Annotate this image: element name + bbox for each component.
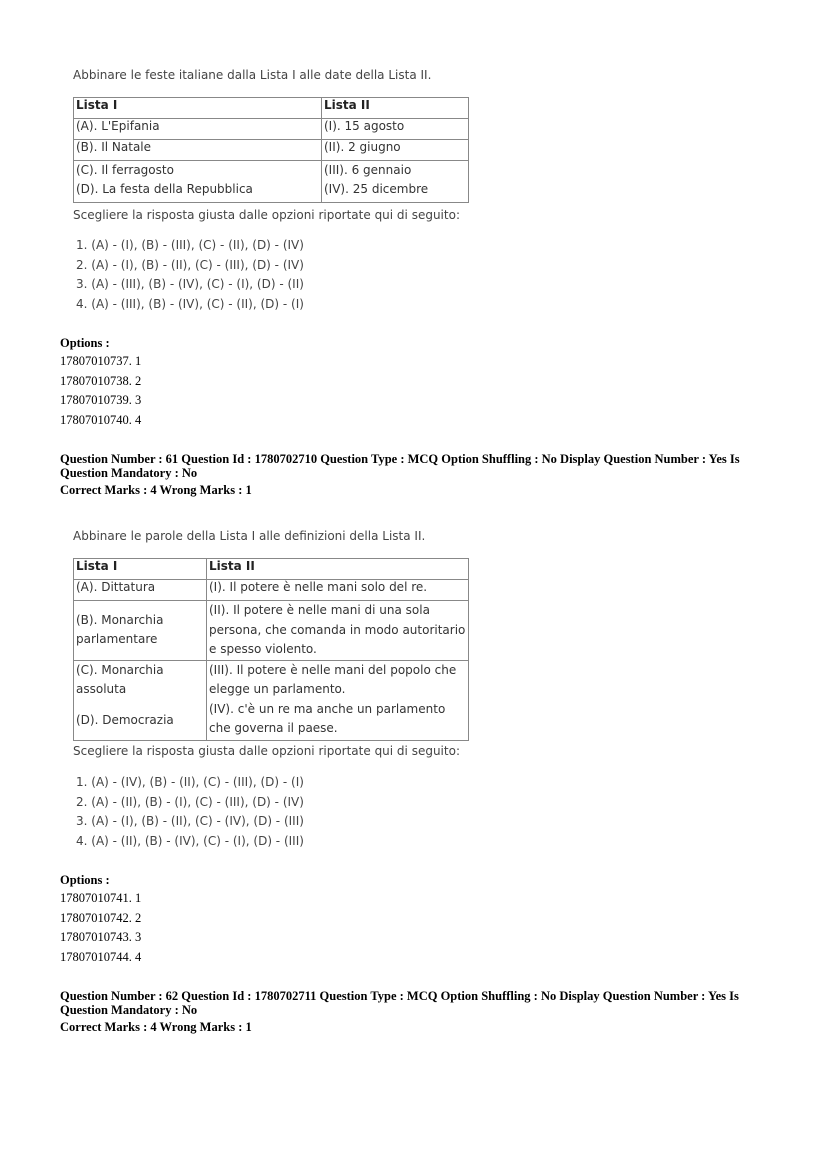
- q61-options-label: Options :: [60, 873, 110, 887]
- option-item[interactable]: 17807010743. 3: [60, 930, 142, 944]
- q61-meta: [60, 452, 760, 497]
- table-cell: (C). Il ferragosto: [76, 163, 174, 177]
- table-cell: (D). Democrazia: [76, 712, 174, 727]
- list-item: 1. (A) - (I), (B) - (III), (C) - (II), (D) - (IV): [76, 238, 304, 252]
- q60-options: [60, 352, 141, 430]
- list-item: 1. (A) - (IV), (B) - (II), (C) - (III), (D) - (I): [76, 775, 304, 789]
- table-cell: (I). Il potere è nelle mani solo del re.: [207, 580, 469, 601]
- table-header-lista2: Lista II: [207, 559, 469, 580]
- table-cell: (A). Dittatura: [74, 580, 207, 601]
- q61-instruction: Scegliere la risposta giusta dalle opzioni riportate qui di seguito:: [73, 744, 460, 758]
- table-cell: (I). 15 agosto: [322, 119, 469, 140]
- option-item[interactable]: 17807010741. 1: [60, 891, 142, 905]
- option-item[interactable]: 17807010737. 1: [60, 354, 142, 368]
- q62-meta-line2: Question Mandatory : No: [60, 1003, 198, 1017]
- table-cell-group: [207, 660, 469, 740]
- q60-choices: [76, 236, 304, 314]
- option-item[interactable]: 17807010742. 2: [60, 910, 142, 925]
- list-item: 4. (A) - (II), (B) - (IV), (C) - (I), (D) - (III): [76, 833, 304, 848]
- table-cell: (II). 2 giugno: [322, 140, 469, 161]
- q62-marks: Correct Marks : 4 Wrong Marks : 1: [60, 1020, 252, 1034]
- list-item: 3. (A) - (I), (B) - (II), (C) - (IV), (D) - (III): [76, 814, 304, 828]
- q60-intro: Abbinare le feste italiane dalla Lista I alle date della Lista II.: [73, 68, 432, 82]
- list-item: 2. (A) - (I), (B) - (II), (C) - (III), (D) - (IV): [76, 257, 304, 272]
- option-item[interactable]: 17807010744. 4: [60, 949, 142, 964]
- table-cell: (IV). 25 dicembre: [324, 182, 429, 196]
- table-cell: (C). Monarchia assoluta: [76, 662, 164, 696]
- option-item[interactable]: 17807010739. 3: [60, 393, 142, 407]
- table-cell: (II). Il potere è nelle mani di una sola persona, che comanda in modo autoritario e spesso violento.: [207, 601, 469, 661]
- option-item[interactable]: 17807010738. 2: [60, 373, 142, 388]
- table-cell-group: [74, 161, 322, 203]
- q62-meta-line1: Question Number : 62 Question Id : 1780702711 Question Type : MCQ Option Shuffling : No Display Question Number : Yes Is: [60, 989, 739, 1003]
- table-cell: (B). Il Natale: [74, 140, 322, 161]
- table-header-lista1: Lista I: [74, 98, 322, 119]
- q61-intro: Abbinare le parole della Lista I alle definizioni della Lista II.: [73, 529, 426, 543]
- list-item: 4. (A) - (III), (B) - (IV), (C) - (II), (D) - (I): [76, 296, 304, 311]
- q61-match-table: [73, 558, 469, 741]
- q62-meta: [60, 989, 760, 1034]
- q60-match-table: [73, 97, 469, 203]
- option-item[interactable]: 17807010740. 4: [60, 412, 142, 427]
- table-header-lista1: Lista I: [74, 559, 207, 580]
- q61-marks: Correct Marks : 4 Wrong Marks : 1: [60, 483, 252, 497]
- table-cell-group: [74, 660, 207, 740]
- q60-options-label: Options :: [60, 336, 110, 350]
- q61-choices: [76, 773, 304, 851]
- list-item: 3. (A) - (III), (B) - (IV), (C) - (I), (D) - (II): [76, 277, 304, 291]
- table-cell: (D). La festa della Repubblica: [76, 182, 253, 196]
- q60-instruction: Scegliere la risposta giusta dalle opzioni riportate qui di seguito:: [73, 208, 460, 222]
- q61-options: [60, 889, 141, 967]
- table-header-lista2: Lista II: [322, 98, 469, 119]
- table-cell: (IV). c'è un re ma anche un parlamento che governa il paese.: [209, 701, 446, 735]
- table-cell: (III). 6 gennaio: [324, 163, 412, 177]
- table-cell-group: [322, 161, 469, 203]
- table-cell: (B). Monarchia parlamentare: [74, 601, 207, 661]
- table-cell: (III). Il potere è nelle mani del popolo che elegge un parlamento.: [209, 662, 457, 696]
- list-item: 2. (A) - (II), (B) - (I), (C) - (III), (D) - (IV): [76, 794, 304, 809]
- q61-meta-line2: Question Mandatory : No: [60, 466, 198, 480]
- q61-meta-line1: Question Number : 61 Question Id : 1780702710 Question Type : MCQ Option Shuffling : No Display Question Number : Yes Is: [60, 452, 740, 466]
- table-cell: (A). L'Epifania: [74, 119, 322, 140]
